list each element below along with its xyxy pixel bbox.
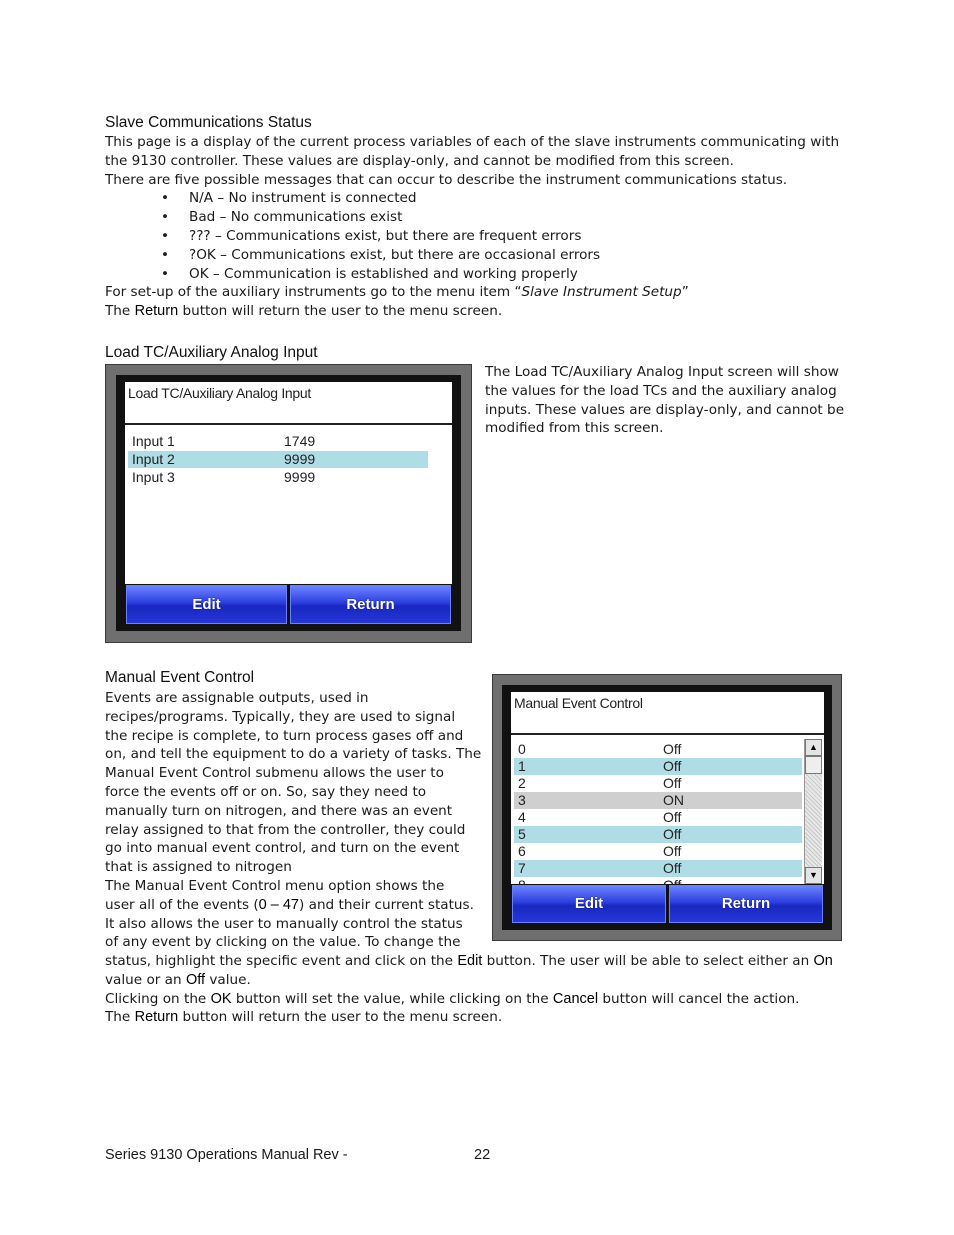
text: button will set the value, while clicking on the (231, 990, 553, 1007)
text-line (105, 1008, 865, 1027)
section-heading-manual-event: Manual Event Control (105, 669, 255, 686)
button-bar (125, 584, 452, 625)
event-status[interactable]: Off (663, 860, 682, 876)
input-value: 1749 (284, 433, 316, 449)
event-number: 3 (518, 792, 526, 808)
text: The (105, 303, 135, 320)
text-line: Manual Event Control submenu allows the user to (105, 765, 444, 782)
button-bar (511, 884, 824, 923)
text-line: recipes/programs. Typically, they are used to signal (105, 708, 456, 725)
return-keyword: Return (134, 1009, 179, 1026)
event-list (511, 735, 824, 884)
edit-button[interactable]: Edit (512, 885, 666, 923)
event-status[interactable]: Off (663, 741, 682, 757)
table-row[interactable] (514, 792, 802, 809)
ok-keyword: OK (210, 990, 232, 1007)
manual-event-screen (511, 692, 824, 923)
text: The (105, 1009, 135, 1026)
load-tc-screenshot (105, 364, 472, 643)
load-tc-screen (125, 382, 452, 625)
list-item: • ??? – Communications exist, but there are frequent errors (105, 227, 855, 246)
input-label: Input 1 (132, 433, 175, 449)
off-keyword: Off (185, 971, 206, 988)
input-label: Input 2 (132, 451, 175, 467)
status-message-list (105, 189, 855, 283)
return-keyword: Return (134, 303, 179, 320)
table-row[interactable] (128, 433, 428, 450)
screen-bezel (502, 685, 832, 930)
text: ) and their current status. (298, 896, 474, 913)
list-item: • Bad – No communications exist (105, 208, 855, 227)
text-line: The Manual Event Control menu option shows the (105, 877, 445, 894)
slave-comms-messages-intro: There are five possible messages that can occur to describe the instrument communications status. (105, 171, 788, 188)
list-item: • N/A – No instrument is connected (105, 189, 855, 208)
table-row[interactable] (514, 843, 802, 860)
event-status[interactable]: Off (663, 775, 682, 791)
table-row[interactable] (514, 758, 802, 775)
scrollbar[interactable] (804, 739, 822, 884)
footer-manual-title: Series 9130 Operations Manual Rev - (105, 1147, 348, 1163)
list-item: • OK – Communication is established and working properly (105, 265, 855, 284)
screen-title: Manual Event Control (511, 692, 824, 735)
table-row[interactable] (514, 775, 802, 792)
text-line: of any event by clicking on the value. To change the (105, 934, 461, 951)
section-heading-load-tc: Load TC/Auxiliary Analog Input (105, 344, 318, 361)
manual-event-screenshot (492, 674, 842, 941)
scroll-down-icon[interactable]: ▼ (805, 867, 822, 884)
event-number: 6 (518, 843, 526, 859)
text-line (105, 896, 490, 915)
text: Clicking on the (105, 990, 211, 1007)
screen-title: Load TC/Auxiliary Analog Input (125, 382, 452, 425)
setup-reference (105, 283, 855, 302)
event-status[interactable]: Off (663, 843, 682, 859)
return-button[interactable]: Return (669, 885, 823, 923)
event-status[interactable]: Off (663, 758, 682, 774)
input-value: 9999 (284, 451, 316, 467)
text-line: that is assigned to nitrogen (105, 859, 292, 876)
text-line (105, 952, 865, 971)
list-item: • ?OK – Communications exist, but there are occasional errors (105, 246, 855, 265)
event-number: 0 (518, 741, 526, 757)
table-row[interactable] (128, 451, 428, 468)
event-status[interactable]: Off (663, 826, 682, 842)
cancel-keyword: Cancel (552, 990, 599, 1007)
scroll-thumb[interactable] (805, 756, 822, 774)
text-line: force the events off or on. So, say they need to (105, 783, 427, 800)
input-label: Input 3 (132, 469, 175, 485)
setup-menu-item: Slave Instrument Setup (521, 284, 682, 301)
load-tc-description: The Load TC/Auxiliary Analog Input screen will show the values for the load TCs and the auxiliary analog inputs. These values are display-only, and cannot be modified from this screen. (485, 364, 845, 437)
table-row[interactable] (514, 809, 802, 826)
event-number: 5 (518, 826, 526, 842)
text: button will return the user to the menu screen. (178, 303, 503, 320)
text-line: the recipe is complete, to turn process gases off and (105, 727, 464, 744)
text-line: Events are assignable outputs, used in (105, 690, 369, 706)
setup-suffix: ” (681, 284, 689, 301)
event-number: 7 (518, 860, 526, 876)
edit-keyword: Edit (457, 953, 483, 969)
text: value. (205, 971, 251, 988)
table-row[interactable] (128, 469, 428, 486)
text-line: on, and tell the equipment to do a variety of tasks. The (105, 746, 482, 763)
text-line: manually turn on nitrogen, and there was an event (105, 802, 453, 819)
text: button will cancel the action. (598, 990, 800, 1007)
table-row[interactable] (514, 826, 802, 843)
events-range: 0 – 47 (258, 896, 299, 913)
text-line (105, 971, 865, 990)
return-note (105, 302, 855, 321)
setup-prefix: For set-up of the auxiliary instruments go to the menu item “ (105, 284, 522, 301)
section-heading-slave-comms: Slave Communications Status (105, 114, 312, 131)
event-number: 2 (518, 775, 526, 791)
input-value: 9999 (284, 469, 316, 485)
table-row[interactable] (514, 741, 802, 758)
manual-event-body-left (105, 689, 490, 952)
event-number: 4 (518, 809, 526, 825)
slave-comms-paragraph: This page is a display of the current process variables of each of the slave instruments communicating with the 9130 controller. These values are display-only, and cannot be modified from this screen. (105, 134, 840, 169)
manual-event-body-bottom (105, 952, 865, 1027)
event-status[interactable]: ON (663, 792, 684, 808)
event-number: 1 (518, 758, 526, 774)
text-line: relay assigned to that from the controller, they could (105, 821, 466, 838)
page-number: 22 (474, 1147, 491, 1163)
text-line (105, 990, 865, 1009)
text-line: go into manual event control, and turn on the event (105, 840, 460, 857)
text: button. The user will be able to select either an (482, 953, 814, 969)
return-button[interactable]: Return (290, 585, 451, 624)
scroll-up-icon[interactable]: ▲ (805, 739, 822, 756)
text: status, highlight the specific event and click on the (105, 953, 458, 969)
text-line: It also allows the user to manually control the status (105, 915, 463, 932)
text: button will return the user to the menu screen. (178, 1009, 503, 1026)
text: user all of the events ( (105, 896, 259, 913)
table-row[interactable] (514, 860, 802, 877)
slave-comms-body (105, 133, 855, 321)
screen-bezel (116, 375, 461, 631)
text: value or an (105, 971, 186, 988)
event-status[interactable]: Off (663, 809, 682, 825)
edit-button[interactable]: Edit (126, 585, 287, 624)
on-keyword: On (813, 953, 833, 969)
